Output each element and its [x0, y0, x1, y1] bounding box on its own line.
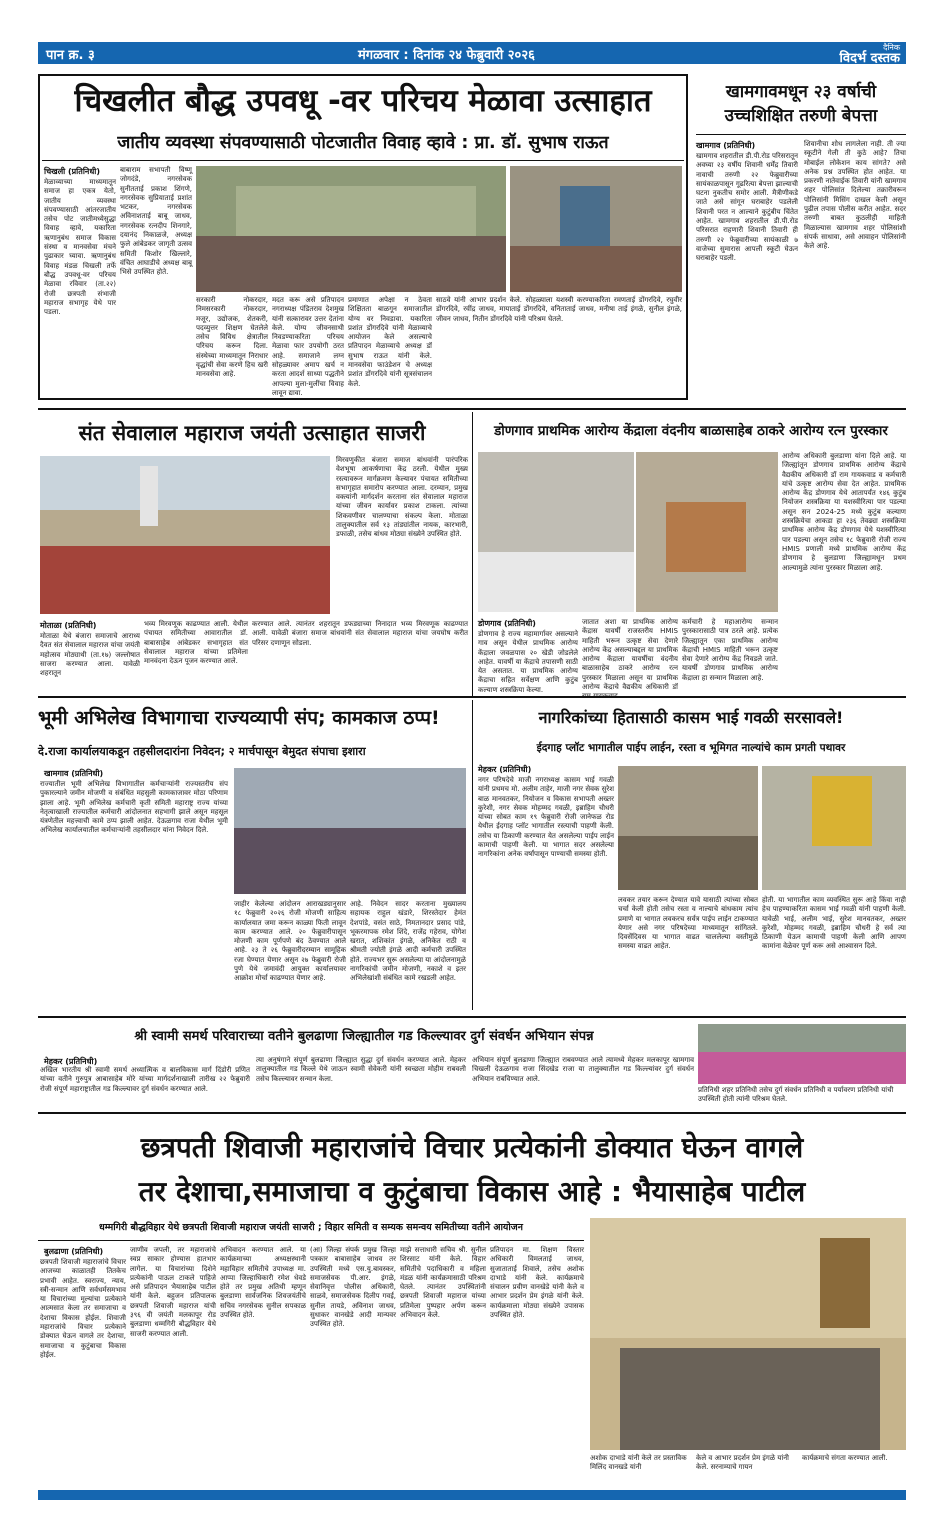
story-bhumi-headline: भूमी अभिलेख विभागाचा राज्यव्यापी संप; कामकाज ठप्प! — [38, 707, 440, 729]
story-shivaji-headline-1: छत्रपती शिवाजी महाराजांचे विचार प्रत्येकांनी डोक्यात घेऊन वागले — [140, 1131, 804, 1164]
story-sevalal-byline: मोताळा (प्रतिनिधी) — [40, 621, 97, 630]
story-khamgaon-byline: खामगाव (प्रतिनिधी) — [696, 141, 756, 150]
story-chikhli-col1: मेळाव्याच्या माध्यमातून समाज हा एकत्र येतो, जातीय व्यवस्था संपवण्यासाठी आंतरजातीय तसेच पोट जातीमध्येसुद्धा विवाह व्हावे, यकारिता ऋणानुबंध समाज विकास संस्था व मानवसेवा मंचने पुढाकार घ्यावा. ऋणानुबंध विवाह मंडळ चिखली तर्फे बौद्ध उपवधू-वर परिचय मेळावा रविवार (ता.२२) रोजी छत्रपती संभाजी महाराज सभागृह येथे पार पडला. — [44, 178, 116, 317]
story-sevalal-col3: करण्यात आले. त्यानंतर शहरातून डफड्याच्या निनादात भव्य मिरवणूक काढण्यात आली. यावेळी बंजारा समाज बांधवांनी संत सेवालाल महाराज यांचा जयघोष करीत परिसर दणाणून सोडला. — [252, 620, 468, 647]
photo-chikhli-stage — [510, 166, 682, 292]
story-bhumi-col1: राज्यातील भूमी अभिलेख विभागातील कर्मचाऱ्यांनी राज्यस्तरीय संप पुकारल्याने जमीन मोजणी व संबंधित महसुली कामकाजावर मोठा परिणाम झाला आहे. भूमी अभिलेख कर्मचारी कृती समिती महाराष्ट्र राज्य यांच्या नेतृत्वाखाली राज्यातील कर्मचारी आंदोलनात सहभागी झाले असून महसूल यंत्रणेतील महत्त्वाची कामे ठप्प झाली आहेत. देऊळगाव राजा येथील भूमी अभिलेख कार्यालयातील कर्मचाऱ्यांनी तहसीलदार यांना निवेदन दिले. — [40, 780, 228, 835]
story-bhumi-col2: जाहीर केलेल्या आंदोलन आराखड्यानुसार १८ फेब्रुवारी २०२६ रोजी मोजणी साहित्य कार्यालयात जमा करून काळ्या फिती लावून काम करण्यात आले. २० फेब्रुवारीपासून मोजणी काम पूर्णपणे बंद ठेवण्यात आले आहे. २३ ते २६ फेब्रुवारीदरम्यान सामूहिक रजा घेण्यात येणार असून २७ फेब्रुवारी रोजी पुणे येथे जमावंदी आयुक्त कार्यालयावर आक्रोश मोर्चा काढण्यात येणार आहे. — [234, 900, 346, 983]
story-swami-col1: अखिल भारतीय श्री स्वामी समर्थ अध्यात्मिक व बालविकास मार्ग दिंडोरी प्रणित यांच्या वतीने गुरुपुत्र आबासाहेब मोरे यांच्या मार्गदर्शनाखाली तारीख २२ फेब्रुवारी रोजी संपूर्ण महाराष्ट्रातील गड किल्ल्यावर दुर्ग संवर्धन करण्यात आले. — [40, 1066, 250, 1093]
story-chikhli-col6: साठवे यांनी आभार प्रदर्शन केले. सोहळ्याला यशस्वी करण्याकरिता रमणताई डोंगरदिवे, रघुवीर डोंगरदिवे, रवींद्र जाधव, मायाताई डोंगरदिवे, वनिताताई जाधव, मनीषा ताई इंगळे, सुनील इंगळे, जीवन जाधव, नितीन डोंगरदिवे यांनी परिश्रम घेतले. — [436, 296, 682, 323]
story-shivaji-subhead: धम्मगिरी बौद्धविहार येथे छत्रपती शिवाजी महाराज जयंती साजरी ; विहार समिती व सम्यक समन्वय समितीच्या वतीने आयोजन — [99, 1222, 523, 1233]
masthead-small: दैनिक — [883, 43, 900, 52]
story-sevalal-headline: संत सेवालाल महाराज जयंती उत्साहात साजरी — [78, 421, 426, 445]
masthead-name: विदर्भ दस्तक — [839, 51, 900, 66]
story-khamgaon-col2: शिवानीचा शोध लागलेला नाही. ती ज्या स्कूटीने गेली ती कुठे आहे? तिचा मोबाईल लोकेशन काय सांगते? असे अनेक प्रश्न उपस्थित होत आहेत. या प्रकरणी नातेवाईक तिवारी यांनी खामगाव शहर पोलिसांत दिलेल्या तक्रारीवरून पोलिसांनी मिसिंग दाखल केली असून पुढील तपास पोलीस करीत आहेत. सदर तरुणी बाबत कुठलीही माहिती मिळाल्यास खामगाव शहर पोलिसांशी संपर्क साधावा, असे आवाहन पोलिसांनी केले आहे. — [804, 140, 906, 251]
photo-swami-caption: प्रतिनिधी शहर प्रतिनिधी तसेच दुर्ग संवर्धन प्रतिनिधी व पर्यावरण प्रतिनिधी यांची उपस्थिती होती त्यांनी परिश्रम घेतले. — [698, 1086, 894, 1103]
page-header — [38, 42, 906, 64]
story-bhumi-col3: आहे. निवेदन सादर करताना मुख्यालय सहायक राहुल खंडारे, शिरस्तेदार हेमंत देशपांडे, वसंत साठे, निमतानदार प्रसाद पांडे, भूकरमापक रमेश शिंदे, राजेंद्र गहेराव, योगेश खरात, शशिकांत इंगळे, अनिकेत राठी व श्रीमती ज्योती इंगळे आदी कर्मचारी उपस्थित होते. राज्यभर सुरू असलेल्या या आंदोलनामुळे नागरिकांची जमीन मोजणी, नकाशे व इतर अभिलेखांशी संबंधित कामे रखडली आहेत. — [350, 900, 466, 983]
story-kasam-col2: लवकर तयार करून देण्यात यावे यासाठी त्यांच्या सोबत चर्चा केली होती तसेच रस्ता व नाल्याचे बांधकाम त्यांच प्रमाणे या भागात लवकरच सर्वत्र पाईप लाईन टाकण्यात येणार असे नगर परिषदेच्या माध्यमातून सांगितले. दिवसेंदिवस या भागात वाढत चाललेल्या वस्तीमुळे समस्या वाढत आहेत. — [618, 896, 758, 951]
photo-chikhli-event — [196, 166, 506, 292]
story-shivaji-byline: बुलढाणा (प्रतिनिधी) — [44, 1247, 104, 1256]
story-shivaji-col4: (आ) जिल्हा संपर्क प्रमुख जिल्हा पत्रकार बाबासाहेब जाधव तर उपस्थिती मध्ये एस.यु.बावस्कर, समाजसेवक पी.आर. इंगळे, सेवानिवृत्त पोलीस अधिकारी, साळवे, समाजसेवक दिलीप गवई, सुनील तायडे, अविनाश जाधव, सुधाकर वानखेडे आदी मान्यवर उपस्थित होते. — [310, 1246, 396, 1329]
story-kasam-subhead: ईदगाह प्लॉट भागातील पाईप लाईन, रस्ता व भूमिगत नाल्यांचे काम प्रगती पथावर — [536, 742, 846, 754]
story-khamgaon-headline-1: खामगावमधून २३ वर्षाची उच्चशिक्षित तरुणी बेपत्ता — [724, 82, 878, 126]
masthead-logo — [839, 42, 900, 64]
photo-dongaon-patients — [636, 452, 778, 612]
story-shivaji-col6: प्रतिपादन मा. शिक्षण विस्तार अधिकारी विमलताई जाधव, सुजाताताई शिवाले, तसेच अशोक दाभाडे यांनी केले. कार्यक्रमाचे संचालन प्रवीण वानखेडे यांनी केले व आभार प्रदर्शन प्रेम इंगळे यांनी केले. कार्यक्रमाला मोठ्या संख्येने उपासक उपस्थित होते. — [490, 1246, 584, 1320]
story-sevalal-col2: भव्य मिरवणूक काढण्यात आली. येथील पंचायत समितीच्या आवारातील डॉ. बाबासाहेब आंबेडकर सभागृहात संत सेवालाल महाराज यांच्या प्रतिमेला मानवंदना देऊन पूजन करण्यात आले. — [144, 620, 248, 666]
photo-shivaji-caption-2: केले व आभार प्रदर्शन प्रेम इंगळे यांनी केले. सरनाम्याचे गायन — [696, 1454, 789, 1471]
story-kasam-col1: नगर परिषदेचे माजी नगराध्यक्ष कासम भाई गवळी यांनी प्रथमच मो. अलीम ताहेर, माजी नगर सेवक सुरेश बाळ मानवतकर, नियोजन व विकास सभापती अख्तर कुरेशी, नगर सेवक मोहम्मद गवळी, इब्राहिम चौधरी यांच्या सोबत काम १९ फेब्रुवारी रोजी जानेफळ रोड येथील ईदगाह प्लॉट भागातील रस्त्याची पाहणी केली. तसेच या ठिकाणी करण्यात येत असलेल्या पाईप लाईन कामाची पाहणी केली. या भागात सदर असलेल्या नागरिकांना अनेक वर्षांपासून पाण्याची समस्या होती. — [478, 776, 614, 859]
photo-swami-group — [698, 1024, 906, 1084]
story-dongaon-byline: डोणगाव (प्रतिनिधी) — [478, 619, 536, 628]
story-khamgaon-col1: खामगाव शहरातील डी.पी.रोड परिसरातून अवघ्या २३ वर्षीय शिवानी धर्मेंद्र तिवारी नावाची तरुणी २२ फेब्रुवारीच्या सायंकाळपासून गूढरित्या बेपत्ता झाल्याची घटना नुकतीच समोर आली. मैत्रीणीकडे जाते असे सांगून घराबाहेर पडलेली शिवानी परत न आल्याने कुटुंबीय चिंतेत आहेत. खामगाव शहरातील डी.पी.रोड परिसरात राहणारी शिवानी तिवारी ही तरुणी २२ फेब्रुवारीच्या सायंकाळी ७ वाजेच्या सुमारास आपली स्कूटी घेऊन घराबाहेर पडली. — [696, 152, 798, 263]
story-dongaon-col2: जातात अशा या प्राथमिक आरोग्य केंद्रास यावर्षी राजस्तरीय HMIS माहिती भरून उत्कृष्ट सेवा देणारे आरोग्य केंद्र असल्याबद्दल या प्राथमिक आरोग्य केंद्राला यावर्षीचा वंदनीय बाळासाहेब ठाकरे आरोग्य रत्न पुरस्कार मिळाला असून या प्राथमिक आरोग्य केंद्राचे वैद्यकीय अधिकारी डॉ — [582, 618, 678, 692]
story-chikhli-col2: बाबाराम सभापती विष्णू जोगदंडे, नगरसेवक सुनीतताई प्रकाश शिंगणे, नगरसेवक सुप्रियाताई प्रशांत भटकर, नगरसेवक अविनाशताई बाबू जाधव, नगरसेवक रत्नदीप शिनगारे, दयानंद निकाळजे, अध्यक्ष फुले आंबेडकर जागृती उत्सव समिती किशोर खिल्लारे, वंचित आघाडीचे अध्यक्ष बाबू भिसे उपस्थित होते. — [120, 166, 192, 277]
photo-shivaji-caption-1: अशोक दाभाडे यांनी केले तर प्रस्ताविक मिलिंद वानखडे यांनी — [590, 1454, 687, 1471]
story-swami-col3: अभियान संपूर्ण बुलढाणा जिल्ह्यात राबवण्यात आले त्यामध्ये मेहकर मलकापूर खामगाव चिखली देऊळगाव राजा सिंदखेड राजा या तालुक्यातील गड किल्ल्यांवर दुर्ग संवर्धन अभियान राबविण्यात आले. — [472, 1056, 694, 1083]
story-dongaon-headline: डोणगाव प्राथमिक आरोग्य केंद्राला वंदनीय बाळासाहेब ठाकरे आरोग्य रत्न पुरस्कार — [494, 423, 888, 439]
story-swami-headline: श्री स्वामी समर्थ परिवाराच्या वतीने बुलढाणा जिल्ह्यातील गड किल्ल्यावर दुर्ग संवर्धन अभियान संपन्न — [134, 1029, 594, 1044]
story-chikhli-byline: चिखली (प्रतिनिधी) — [44, 167, 100, 176]
photo-shivaji-event — [590, 1218, 906, 1450]
story-shivaji-col1: छत्रपती शिवाजी महाराजांचे विचार आजच्या काळातही तितकेच प्रभावी आहेत. स्वराज्य, न्याय, स्त्री-सन्मान आणि सर्वधर्मसमभाव या विचारांच्या मूल्यांचा प्रत्येकाने आत्मसात केला तर समाजाचा व देशाचा विकास होईल. शिवाजी महाराजांचे विचार प्रत्येकाने डोक्यात घेऊन वागले तर देशाचा, समाजाचा व कुटुंबाचा विकास होईल. — [40, 1258, 126, 1359]
story-kasam-headline: नागरिकांच्या हितासाठी कासम भाई गवळी सरसावले! — [538, 708, 844, 727]
story-chikhli-col3: सरकारी नोकरदार, निमसरकारी नोकरदार, मजूर, उद्योजक, शेतकरी, पदव्युत्तर शिक्षण घेतलेले तसेच विविध क्षेत्रातील परिचय करून दिला. संस्थेच्या माध्यमातून निराधार वृद्धांची सेवा करणे हिच खरी मानवसेवा आहे. — [196, 296, 268, 379]
photo-sevalal-procession — [40, 456, 330, 614]
photo-shivaji-caption-3: कार्यक्रमाचे संगता करण्यात आली. — [802, 1454, 888, 1462]
story-shivaji-headline-2: तर देशाचा,समाजाचा व कुटुंबाचा विकास आहे : भैयासाहेब पाटील — [138, 1175, 806, 1208]
story-shivaji-col3: अभिवादन करण्यात आले. या कार्यक्रमाच्या अध्यक्षस्थानी महाविहार समितीचे उपाध्यक्ष मा. आप्पा जिल्हाधिकारी रमेश धेवडे होते तर प्रमुख अतिथी म्हणून बुलडाणा सार्वजनिक शिवजयंतीचे सचिव नगरसेवक सुनील सपकाळ उपस्थित होते. — [220, 1246, 306, 1320]
story-shivaji-col2: जाणीव जपली, तर महाराजांचे स्वप्न साकार होण्यास हातभार लागेल. या विचारांच्या दिशेने प्रत्येकांनी पाऊल टाकले पाहिजे असे प्रतिपादन भैयासाहेब पाटील यांनी केले. बहुजन प्रतिपालक छत्रपती शिवाजी महाराज यांची ३९६ वी जयंती मलकापूर रोड बुलडाणा धम्मगिरी बौद्धविहार येथे साजरी करण्यात आली. — [130, 1246, 216, 1338]
story-chikhli-headline: चिखलीत बौद्ध उपवधू -वर परिचय मेळावा उत्साहात — [74, 83, 652, 119]
story-swami-col2: त्या अनुषंगाने संपूर्ण बुलढाणा जिल्ह्यात सुद्धा दुर्ग संवर्धन करण्यात आले. मेहकर तालुक्यातील गड किल्ले येथे जाऊन स्वामी सेवेकरी यांनी स्वच्छता मोहीम राबवली तसेच किल्ल्यावर सन्मान केला. — [256, 1056, 466, 1083]
story-sevalal-col1: मोताळा येथे बंजारा समाजाचे आराध्य दैवत संत सेवालाल महाराज यांचा जयंती महोत्सव मोठ्याथी (ता.१७) जल्लोषात साजरा करण्यात आला. यावेळी शहरातून — [40, 632, 140, 678]
story-dongaon-col3: कर्मचारी हे महाआरोग्य सन्मान पुरस्कारासाठी पात्र ठरले आहे. प्रत्येक जिल्ह्यातून एका प्राथमिक आरोग्य केंद्राची HMIS माहिती भरून उत्कृष्ट सेवा देणारे आरोग्य केंद्र निवडले जाते. यावर्षी डोणगाव प्राथमिक आरोग्य केंद्राला हा सन्मान मिळाला आहे. — [682, 618, 778, 682]
issue-date: मंगळवार : दिनांक २४ फेब्रुवारी २०२६ — [358, 48, 535, 63]
story-bhumi-subhead: दे.राजा कार्यालयाकडून तहसीलदारांना निवेदन; २ मार्चपासून बेमुदत संपाचा इशारा — [38, 745, 366, 758]
photo-kasam-site-2 — [762, 766, 906, 890]
photo-bhumi-memorandum — [234, 768, 466, 894]
story-chikhli-col5: प्रमाणात अपेक्षा न ठेवता शिक्षितता बाळगून समाजातील योग्य वर निवडावा. यकारिता प्रशांत डोंगरदिवे यांनी मेळाव्याचे आयोजन केले असल्याचे प्रतिपादन मेळाव्याचे अध्यक्ष डॉ सुभाष राऊत यांनी केले. मानवसेवा फाउंडेशन चे अध्यक्ष प्रशांत डोंगरदिवे यांनी सूत्रसंचालन केले. — [348, 296, 432, 388]
story-kasam-col3: होती. या भागातील काम व्यवस्थित सुरू आहे किंवा नाही हेच पाहण्याकरिता कासम भाई गवळी यांनी पाहणी केली. यावेळी भाई, अलीम भाई, सुरेश मानवतकर, अख्तर कुरेशी, मोहम्मद गवळी, इब्राहिम चौधरी हे सर्व त्या ठिकाणी येऊन कामाची पाहणी केली आणि आपण कामांना वेळेवर पूर्ण करू असे आश्वासन दिले. — [762, 896, 906, 951]
page-number: पान क्र. ३ — [46, 48, 95, 63]
story-dongaon-col1: डोणगाव हे राज्य महामार्गावर असल्याने गाव असून येथील प्राथमिक आरोग्य केंद्राला जवळपास २० खेडी जोडलेले आहेत. यावर्षी या केंद्राचे तपासणी साठी येत असतात. या प्राथमिक आरोग्य केंद्राचा सहित सर्वेक्षण आणि कुटुंब कल्याण शस्त्रक्रिया केल्या. — [478, 630, 578, 694]
story-chikhli-col4: मदत करू असे प्रतिपादन नगराध्यक्ष पंडितराव देशमुख यांनी सत्कारावर उत्तर देतांना केले. योग्य जीवनसाथी निवडण्याकरिता परिचय मेळावा फार उपयोगी ठरत आहे. समाजाने लग्न सोहळ्यावर अमाप खर्च न करता आदर्श साध्या पद्धतीने आपल्या मुला-मुलींचा विवाह लावून द्यावा. — [272, 296, 344, 397]
story-shivaji-col5: माझे सत्ताधारी सचिव श्री. सुनील शिरसाट यांनी केले. विहार समितीचे पदाधिकारी व महिला मंडळ यांनी कार्यक्रमासाठी परिश्रम घेतले. त्यानंतर उपस्थितांनी छत्रपती शिवाजी महाराज यांच्या प्रतिमेला पुष्पहार अर्पण करून अभिवादन केले. — [400, 1246, 486, 1320]
story-bhumi-byline: खामगाव (प्रतिनिधी) — [44, 769, 104, 778]
story-chikhli-subhead: जातीय व्यवस्था संपवण्यासाठी पोटजातीत विवाह व्हावे : प्रा. डॉ. सुभाष राऊत — [117, 133, 609, 153]
photo-dongaon-ward — [478, 452, 634, 612]
footer-bar — [38, 1490, 906, 1500]
story-sevalal-col4: मिरवणुकीत बंजारा समाज बांधवांनी पारंपरिक वेशभूषा आकर्षणाचा केंद्र ठरली. येथील मुख्य रस्त्यावरून मार्गक्रमण केल्यावर पंचायत समितीच्या सभागृहात समारोप करण्यात आला. दरम्यान, प्रमुख वक्त्यांनी मार्गदर्शन करताना संत सेवालाल महाराज यांच्या जीवन कार्यावर प्रकाश टाकला. त्यांच्या शिकवणीवर चालण्याचा संकल्प केला. मोताळा तालुक्यातील सर्व १३ तांड्यांतील नायक, कारभारी, डफाळी, तसेच बांधव मोठ्या संख्येने उपस्थित होते. — [336, 456, 468, 539]
story-swami-byline: मेहकर (प्रतिनिधी) — [44, 1057, 98, 1066]
story-dongaon-col4: आरोग्य अधिकारी बुलडाणा यांना दिले आहे. या जिल्ह्यांतून डोणगाव प्राथमिक आरोग्य केंद्राचे वैद्यकीय अधिकारी डॉ राम गायकवाड व कर्मचारी यांचे उत्कृष्ट आरोग्य सेवा देत आहेत. प्राथमिक आरोग्य केंद्र डोणगाव येथे आतापर्यंत १४६ कुटुंब नियोजन शस्त्रक्रिया या यशस्वीरित्या पार पडल्या असून सन 2024-25 मध्ये कुटुंब कल्याण शस्त्रक्रियेचा आकडा हा २३६ तेवढ्या शस्त्रक्रिया प्राथमिक आरोग्य केंद्र डोणगाव येथे यशस्वीरित्या पार पडल्या असून तसेच १८ फेब्रुवारी रोजी राज्य HMIS प्रणाली मध्ये प्राथमिक आरोग्य केंद्र डोणगाव हे बुलडाणा जिल्ह्यामधून प्रथम आल्यामुळे त्यांना पुरस्कार मिळाला आहे. — [782, 452, 906, 572]
photo-kasam-site-1 — [618, 766, 758, 890]
story-kasam-byline: मेहकर (प्रतिनिधी) — [478, 765, 532, 774]
